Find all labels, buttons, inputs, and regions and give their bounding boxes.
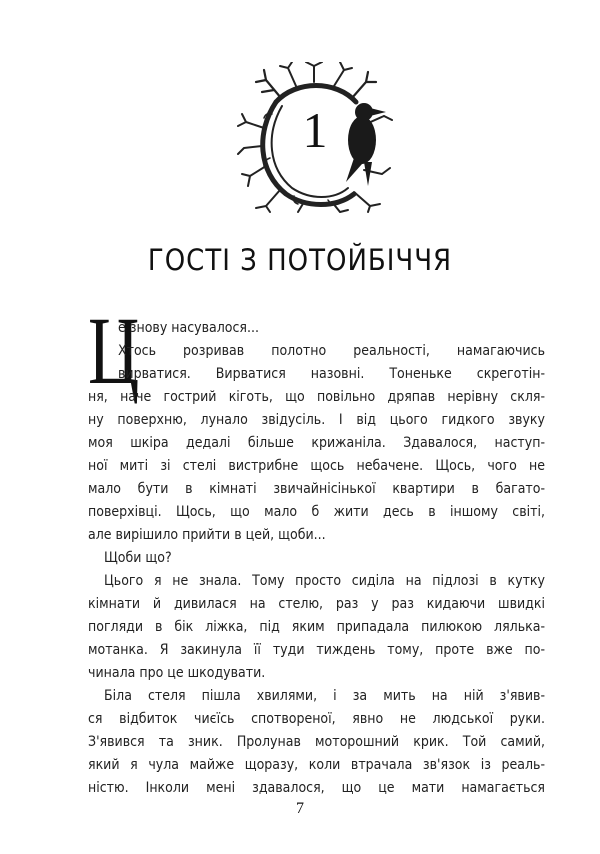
text-line: Щоби що? <box>104 550 172 566</box>
text-line: Цього я не знала. Тому просто сиділа на підлозі в кутку <box>104 573 545 589</box>
text-line: Хтось розривав полотно реальності, намагаючись <box>118 343 545 359</box>
text-line: мало бути в кімнаті звичайнісінької квартири в багато- <box>88 481 545 497</box>
drop-cap: Ц <box>88 297 140 404</box>
text-line: чинала про це шкодувати. <box>88 665 266 681</box>
text-line: мотанка. Я закинула її туди тиждень тому, проте вже по- <box>88 642 545 658</box>
text-line: ну поверхню, лунало звідусіль. І від цього гидкого звуку <box>88 412 545 428</box>
page-number: 7 <box>296 800 304 817</box>
text-line: поверхівці. Щось, що мало б жити десь в іншому світі, <box>88 504 545 520</box>
text-line: ної миті зі стелі вистрибне щось небачене. Щось, чого не <box>88 458 545 474</box>
text-line: ня, наче гострий кіготь, що повільно дряпав нерівну скля- <box>88 389 545 405</box>
text-line: але вирішило прийти в цей, щоби... <box>88 527 326 543</box>
text-line: ністю. Інколи мені здавалося, що це мати намагається <box>88 780 545 796</box>
text-line: вирватися. Вирватися назовні. Тоненьке скреготін- <box>118 366 545 382</box>
text-line: Біла стеля пішла хвилями, і за мить на ній з'явив- <box>104 688 545 704</box>
text-line: погляди в бік ліжка, під яким припадала пилюкою лялька- <box>88 619 545 635</box>
body-text <box>88 317 545 800</box>
text-line: кімнати й дивилася на стелю, раз у раз кидаючи швидкі <box>88 596 545 612</box>
chapter-title: ГОСТІ З ПОТОЙБІЧЧЯ <box>147 244 453 278</box>
text-line: моя шкіра дедалі більше крижаніла. Здавалося, наступ- <box>88 435 545 451</box>
text-line: е знову насувалося... <box>118 320 259 336</box>
chapter-number: 1 <box>302 102 328 158</box>
text-line: ся відбиток чиєїсь спотвореної, явно не людської руки. <box>88 711 545 727</box>
text-line: який я чула майже щоразу, коли втрачала зв'язок із реаль- <box>88 757 545 773</box>
text-line: З'явився та зник. Пролунав моторошний крик. Той самий, <box>88 734 545 750</box>
